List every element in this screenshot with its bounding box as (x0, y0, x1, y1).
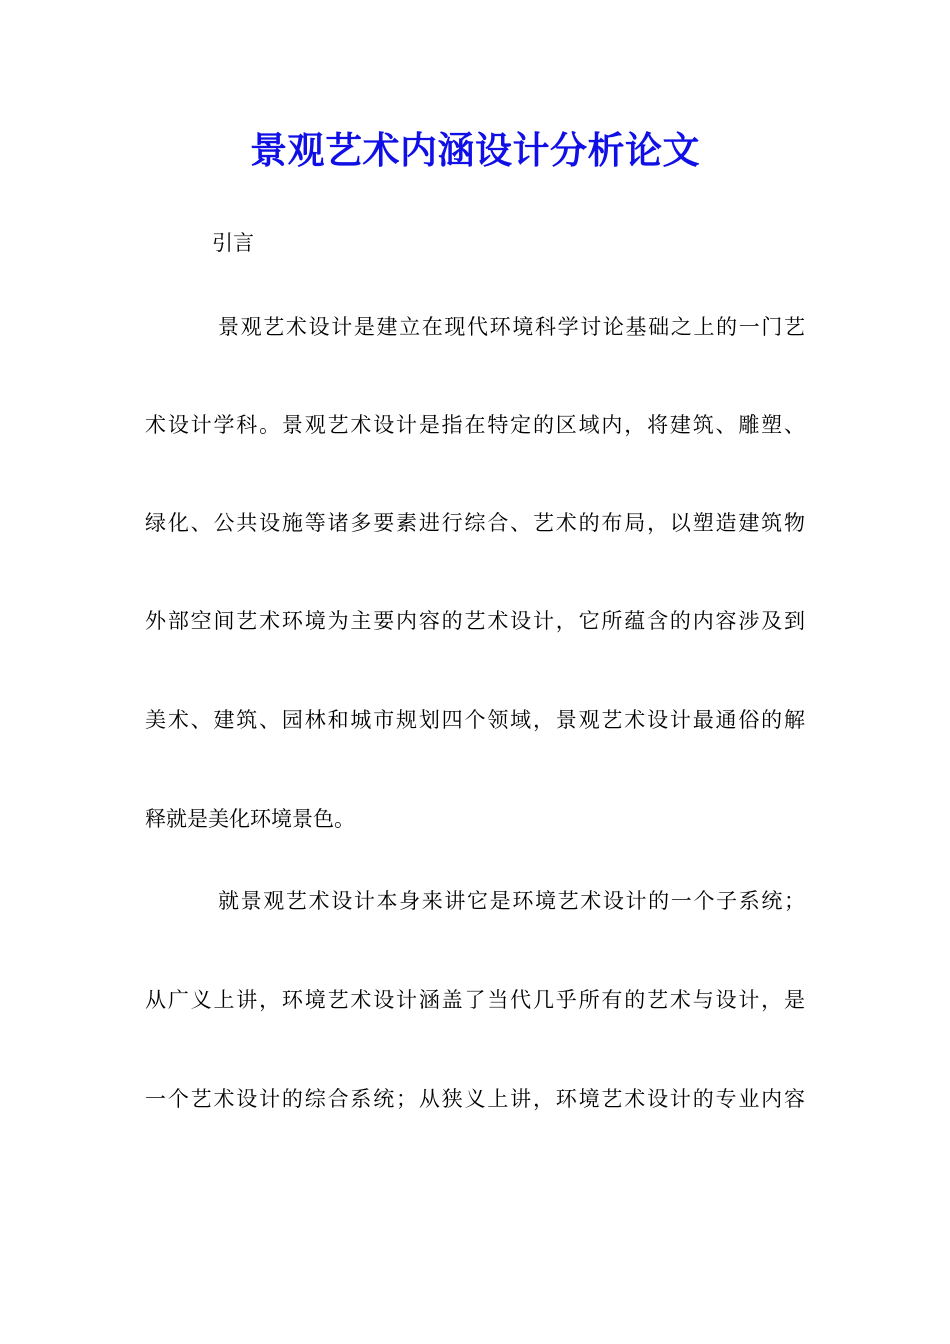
paragraph-line: 景观艺术设计是建立在现代环境科学讨论基础之上的一门艺 (218, 315, 805, 339)
paragraph-line: 术设计学科。景观艺术设计是指在特定的区域内，将建筑、雕塑、 (145, 413, 805, 437)
paragraph-line: 绿化、公共设施等诸多要素进行综合、艺术的布局，以塑造建筑物 (145, 511, 805, 535)
document-title: 景观艺术内涵设计分析论文 (250, 128, 700, 172)
paragraph-line: 美术、建筑、园林和城市规划四个领域，景观艺术设计最通俗的解 (145, 708, 805, 732)
paragraph-line: 外部空间艺术环境为主要内容的艺术设计，它所蕴含的内容涉及到 (145, 609, 805, 633)
section-heading: 引言 (212, 231, 254, 255)
paragraph-line: 释就是美化环境景色。 (145, 807, 355, 831)
paragraph-line: 一个艺术设计的综合系统；从狭义上讲，环境艺术设计的专业内容 (145, 1087, 805, 1111)
paragraph-line: 就景观艺术设计本身来讲它是环境艺术设计的一个子系统； (218, 889, 805, 913)
paragraph-line: 从广义上讲，环境艺术设计涵盖了当代几乎所有的艺术与设计，是 (145, 988, 805, 1012)
